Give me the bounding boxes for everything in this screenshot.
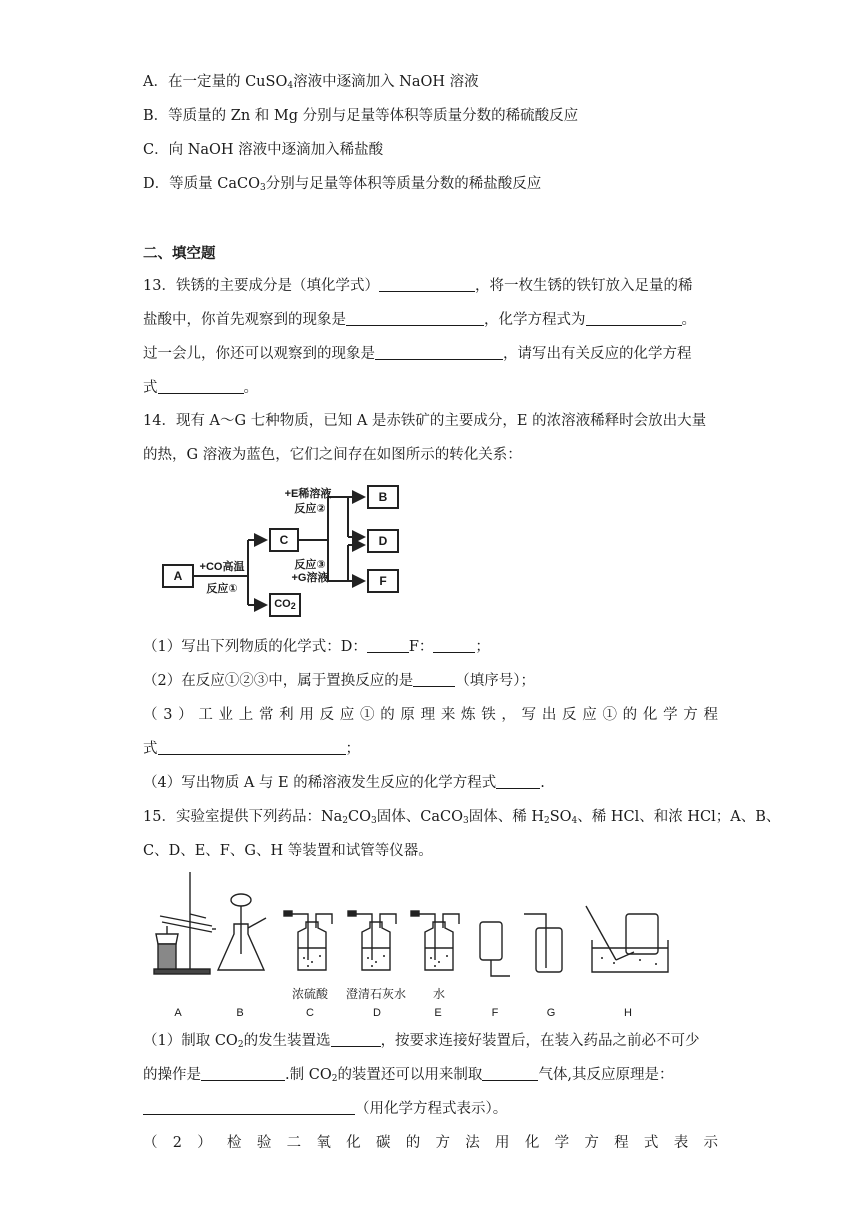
q15-part-1-line-1: [143, 1031, 718, 1051]
node-c: C: [279, 533, 289, 547]
q15-text: 、稀 HCl、和浓 HCl；A、B、: [577, 809, 781, 825]
label-f: F: [491, 1007, 499, 1019]
subscript: 3: [462, 816, 469, 826]
q13-line-3: [143, 344, 718, 364]
co2-text: CO: [274, 598, 291, 610]
option-a-text-end: 溶液中逐滴加入 NaOH 溶液: [293, 74, 479, 90]
option-a-text: A．在一定量的 CuSO: [143, 74, 288, 90]
label-e: E: [434, 1007, 442, 1019]
q15-line-2: C、D、E、F、G、H 等装置和试管等仪器。: [143, 843, 433, 859]
q13-line-1: [143, 276, 718, 296]
apparatus-g: [524, 914, 562, 972]
answer-blank[interactable]: [201, 1065, 285, 1081]
answer-blank[interactable]: [433, 637, 475, 653]
label-e-reagent: 水: [432, 987, 445, 1001]
option-b: B．等质量的 Zn 和 Mg 分别与足量等体积等质量分数的稀硫酸反应: [143, 108, 579, 124]
label-d-reagent: 澄清石灰水: [345, 987, 406, 1001]
node-b: B: [378, 490, 388, 504]
answer-blank[interactable]: [496, 773, 540, 789]
reaction-3-label: 反应③: [294, 559, 326, 571]
subscript: 2: [543, 816, 550, 826]
apparatus-c: [284, 911, 332, 970]
q14-text: （2）在反应①②③中，属于置换反应的是: [143, 673, 414, 689]
q15-text: 15．实验室提供下列药品：Na: [143, 809, 343, 825]
option-d: [143, 174, 718, 194]
answer-blank[interactable]: [586, 310, 682, 326]
node-f: F: [379, 574, 387, 588]
label-c: C: [306, 1007, 314, 1019]
reaction-1-label: 反应①: [206, 583, 238, 595]
q14-part-3-line-1: （3）工业上常利用反应①的原理来炼铁，写出反应①的化学方程: [143, 707, 718, 723]
q15-text: 固体、稀 H: [468, 809, 544, 825]
apparatus-f: [480, 922, 510, 976]
answer-blank[interactable]: [346, 310, 484, 326]
subscript: 2: [237, 1040, 244, 1050]
q13-line-4: [143, 378, 718, 398]
q14-text: （1）写出下列物质的化学式：D：: [143, 639, 367, 655]
q14-text: （填序号）；: [455, 673, 535, 689]
apparatus-a: [154, 872, 216, 974]
label-g: G: [546, 1007, 556, 1019]
q14-part-3-line-2: [143, 739, 718, 759]
q14-text: ；: [345, 741, 360, 757]
label-c-reagent: 浓硫酸: [291, 987, 328, 1001]
reaction-3-condition: +G溶液: [291, 572, 329, 584]
q14-text: ；: [475, 639, 490, 655]
q14-text: （4）写出物质 A 与 E 的稀溶液发生反应的化学方程式: [143, 775, 497, 791]
node-a: A: [173, 569, 183, 583]
q15-line-1: [143, 807, 781, 827]
q14-text: 式: [143, 741, 158, 757]
q15-text: CO: [348, 809, 372, 825]
reaction-1-condition: +CO高温: [199, 561, 245, 573]
q14-line-1: 14．现有 A～G 七种物质，已知 A 是赤铁矿的主要成分，E 的浓溶液稀释时会放出大量: [143, 413, 707, 429]
label-h: H: [624, 1007, 632, 1019]
q13-text: ，请写出有关反应的化学方程: [503, 346, 692, 362]
q13-text: 。: [681, 312, 696, 328]
subscript: 2: [331, 1074, 338, 1084]
q14-text: F：: [408, 639, 434, 655]
q15-part-1-line-2: [143, 1065, 718, 1085]
answer-blank[interactable]: [375, 344, 503, 360]
q15-part-2: （2）检验二氧化碳的方法用化学方程式表示: [143, 1135, 718, 1151]
q14-text: .: [540, 775, 545, 791]
subscript: 2: [342, 816, 349, 826]
section-title: 二、填空题: [143, 245, 216, 262]
answer-blank[interactable]: [158, 739, 346, 755]
q13-line-2: [143, 310, 718, 330]
answer-blank[interactable]: [143, 1099, 355, 1115]
option-d-text: D．等质量 CaCO: [143, 176, 260, 192]
q13-text: 13．铁锈的主要成分是（填化学式）: [143, 278, 379, 294]
option-a: [143, 72, 718, 92]
subscript: 4: [287, 81, 294, 91]
q15-text: 气体,其反应原理是：: [538, 1067, 674, 1083]
subscript: 3: [259, 183, 266, 193]
reaction-2-label: 反应②: [294, 503, 326, 515]
apparatus-figure: [140, 868, 720, 1018]
answer-blank[interactable]: [482, 1065, 538, 1081]
answer-blank[interactable]: [331, 1031, 381, 1047]
label-a: A: [174, 1007, 182, 1019]
q14-part-2: [143, 671, 718, 691]
answer-blank[interactable]: [367, 637, 409, 653]
apparatus-h: [586, 906, 668, 972]
reaction-2-condition: +E稀溶液: [284, 488, 332, 500]
option-c: C．向 NaOH 溶液中逐滴加入稀盐酸: [143, 142, 384, 158]
q13-text: ，化学方程式为: [484, 312, 586, 328]
q13-text: 盐酸中，你首先观察到的现象是: [143, 312, 346, 328]
q13-text: ，将一枚生锈的铁钉放入足量的稀: [474, 278, 693, 294]
option-d-text-end: 分别与足量等体积等质量分数的稀盐酸反应: [265, 176, 542, 192]
q14-part-4: [143, 773, 718, 793]
apparatus-e: [411, 911, 459, 970]
q13-text: 。: [243, 380, 258, 396]
q15-text: （1）制取 CO: [143, 1033, 238, 1049]
q15-text: SO: [549, 809, 572, 825]
q15-text: .制 CO: [285, 1067, 332, 1083]
q15-text: （用化学方程式表示）。: [355, 1101, 508, 1117]
q15-part-1-line-3: [143, 1099, 718, 1119]
node-d: D: [378, 534, 388, 548]
q15-text: ，按要求连接好装置后，在装入药品之前必不可少: [380, 1033, 700, 1049]
answer-blank[interactable]: [379, 276, 475, 292]
label-b: B: [236, 1007, 244, 1019]
answer-blank[interactable]: [413, 671, 455, 687]
label-d: D: [373, 1007, 381, 1019]
answer-blank[interactable]: [158, 378, 244, 394]
node-co2: [270, 598, 300, 610]
apparatus-b: [218, 894, 266, 970]
q13-text: 式: [143, 380, 158, 396]
subscript: 2: [290, 601, 296, 611]
q15-text: 固体、CaCO: [376, 809, 463, 825]
reaction-diagram: [160, 484, 420, 619]
q15-text: 的装置还可以用来制取: [337, 1067, 483, 1083]
q14-part-1: [143, 637, 718, 657]
q14-line-2: 的热，G 溶液为蓝色，它们之间存在如图所示的转化关系：: [143, 447, 522, 463]
q13-text: 过一会儿，你还可以观察到的现象是: [143, 346, 375, 362]
apparatus-d: [348, 911, 396, 970]
subscript: 3: [371, 816, 377, 826]
q15-text: 的操作是: [143, 1067, 201, 1083]
subscript: 4: [571, 816, 578, 826]
q15-text: 的发生装置选: [243, 1033, 331, 1049]
